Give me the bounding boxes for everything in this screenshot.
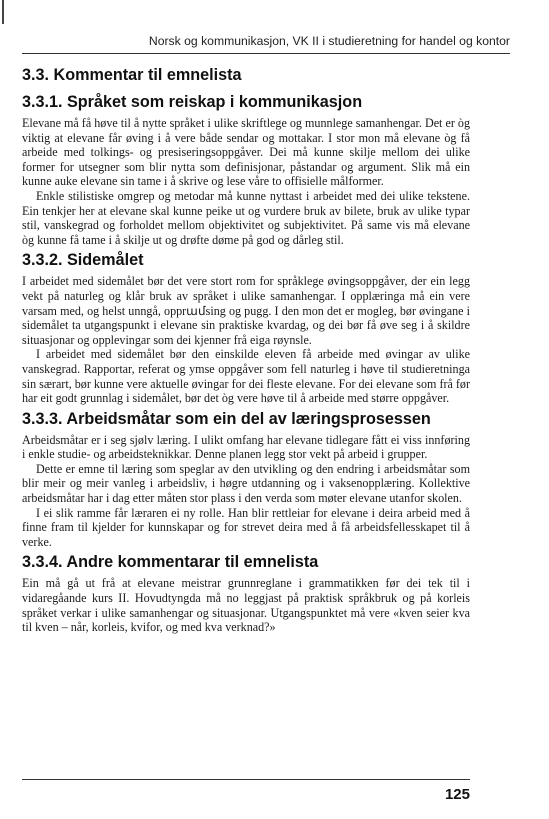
- section-heading-3-3-4: 3.3.4. Andre kommentarar til emnelista: [22, 553, 319, 572]
- paragraph: Elevane må få høve til å nytte språket i ulike skriftlege og munnlege samanhengar. Det er òg viktig at elevane får øving i å vere både sendar og mottakar. I stor mon må elevane òg få arbeide med tolkings- og presiseringsoppgåver. Dei må kunne skilje mellom dei ulike former for utsegner som blir nytta som definisjonar, påstandar og argument. Slik må ein kunne auke elevane sin tame i å skrive og lese våre to offisielle målformer.: [22, 116, 470, 189]
- page-body: [22, 64, 470, 635]
- footer-rule: [22, 779, 470, 780]
- paragraph: I ei slik ramme får læraren ei ny rolle. Han blir rettleiar for elevane i deira arbeid med å finne fram til kjelder for kunnskapar og for strevet deira med å få arbeidsfellesskapet til å verke.: [22, 505, 470, 549]
- paragraph: Arbeidsmåtar er i seg sjølv læring. I ulikt omfang har elevane tidlegare fått ei viss innføring i enkle studie- og arbeidsteknikkar. Denne planen legg stor vekt på arbeid i grupper.: [22, 432, 470, 462]
- scan-edge-mark: [2, 0, 4, 24]
- paragraph: Dette er emne til læring som speglar av den utvikling og den endring i arbeidsmåtar som blir meir og meir vanleg i arbeidsliv, i høgre utdanning og i vaksenopplæring. Kollektive arbeidsmåtar har i dag etter måten stor plass i den verda som møter elevane utanfor skolen.: [22, 461, 470, 506]
- section-heading-3-3-3: 3.3.3. Arbeidsmåtar som ein del av læringsprosessen: [22, 409, 431, 428]
- section-heading-3-3-1: 3.3.1. Språket som reiskap i kommunikasjon: [22, 93, 363, 111]
- paragraph: Ein må gå ut frå at elevane meistrar grunnreglane i grammatikken før dei tek til i vidaregåande kurs II. Hovudtyngda må no leggjast på praktisk språkbruk og på korleis språket verkar i ulike samanhengar og situasjonar. Utgangspunktet må vere «kven seier kva til kven – når, korleis, kvifor, og med kva verknad?»: [22, 576, 470, 635]
- section-heading-3-3: 3.3. Kommentar til emnelista: [22, 66, 242, 84]
- section-heading-3-3-2: 3.3.2. Sidemålet: [22, 251, 144, 270]
- paragraph: I arbeidet med sidemålet bør det vere stort rom for språklege øvingsoppgåver, der ein legg vekt på naturleg og klår bruk av språket i ulike samanhengar. I opplæringa må ein vere varsam med, og helst unngå, opprամsing og pugg. I den mon det er mogleg, bør øvingane i sidemålet ta utgangspunkt i elevane sin praktiske kvardag, og dei bør få øve seg i å skildre situasjonar og opplevingar som dei kjenner frå eiga røynsle.: [22, 274, 470, 347]
- running-head: Norsk og kommunikasjon, VK II i studieretning for handel og kontor: [148, 34, 510, 48]
- paragraph: I arbeidet med sidemålet bør den einskilde eleven få arbeide med øvingar av ulike vanskegrad. Rapportar, referat og ymse oppgåver som fell naturleg i høve til studieretninga sin særart, bør kunne vere aktuelle øvingar for dei fleste elevane. For dei elevane som frå før har eit godt grunnlag i sidemålet, bør det òg vere høve til å arbeide med større oppgåver.: [22, 347, 470, 406]
- page-number: 125: [444, 786, 470, 803]
- paragraph: Enkle stilistiske omgrep og metodar må kunne nyttast i arbeidet med dei ulike tekstene. Ein tenkjer her at elevane skal kunne peike ut og vurdere bruk av bilete, bruk av ulike typar stil, vanskegrad og forholdet mellom objektivitet og subjektivitet. På same vis må elevane òg kunne få tame i å skilje ut og drøfte døme på god og dårleg stil.: [22, 188, 470, 247]
- header-rule: [22, 53, 510, 54]
